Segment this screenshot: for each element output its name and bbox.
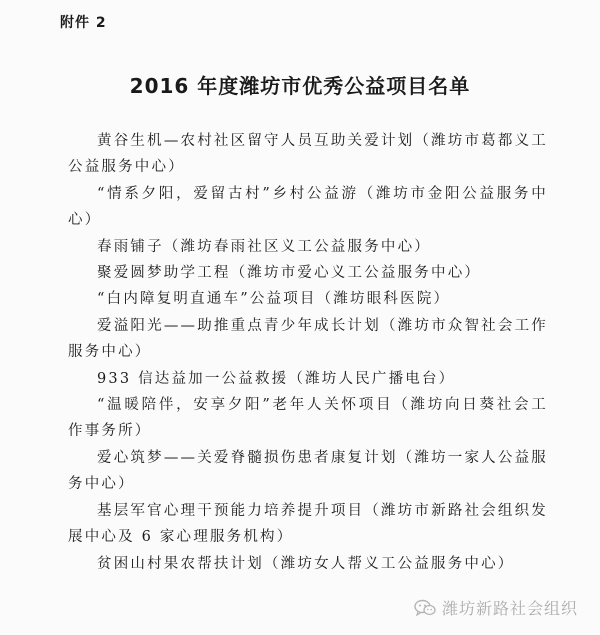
attachment-label: 附件 2 [60, 15, 107, 31]
list-item: “情系夕阳，爱留古村”乡村公益游（潍坊市金阳公益服务中心） [68, 185, 548, 229]
list-item: 爱心筑梦——关爱脊髓损伤患者康复计划（潍坊一家人公益服务中心） [68, 449, 548, 493]
list-item: 春雨铺子（潍坊春雨社区义工公益服务中心） [97, 238, 431, 255]
list-item: “白内障复明直通车”公益项目（潍坊眼科医院） [97, 291, 451, 308]
list-item: 聚爱圆梦助学工程（潍坊市爱心义工公益服务中心） [97, 265, 482, 282]
list-item: 基层军官心理干预能力培养提升项目（潍坊市新路社会组织发展中心及 6 家心理服务机构） [68, 502, 548, 546]
watermark-text: 潍坊新路社会组织 [441, 599, 578, 618]
list-item: “温暖陪伴，安享夕阳”老年人关怀项目（潍坊向日葵社会工作事务所） [68, 397, 548, 440]
document-title: 2016 年度潍坊市优秀公益项目名单 [129, 74, 471, 98]
project-list [68, 128, 548, 577]
list-item: 黄谷生机—农村社区留守人员互助关爱计划（潍坊市葛都义工公益服务中心） [68, 133, 548, 176]
watermark [414, 596, 578, 619]
list-item: 爱溢阳光——助推重点青少年成长计划（潍坊市众智社会工作服务中心） [68, 317, 548, 361]
wechat-icon [414, 599, 436, 617]
list-item: 933 信达益加一公益救援（潍坊人民广播电台） [97, 370, 456, 387]
list-item: 贫困山村果农帮扶计划（潍坊女人帮义工公益服务中心） [97, 555, 515, 572]
